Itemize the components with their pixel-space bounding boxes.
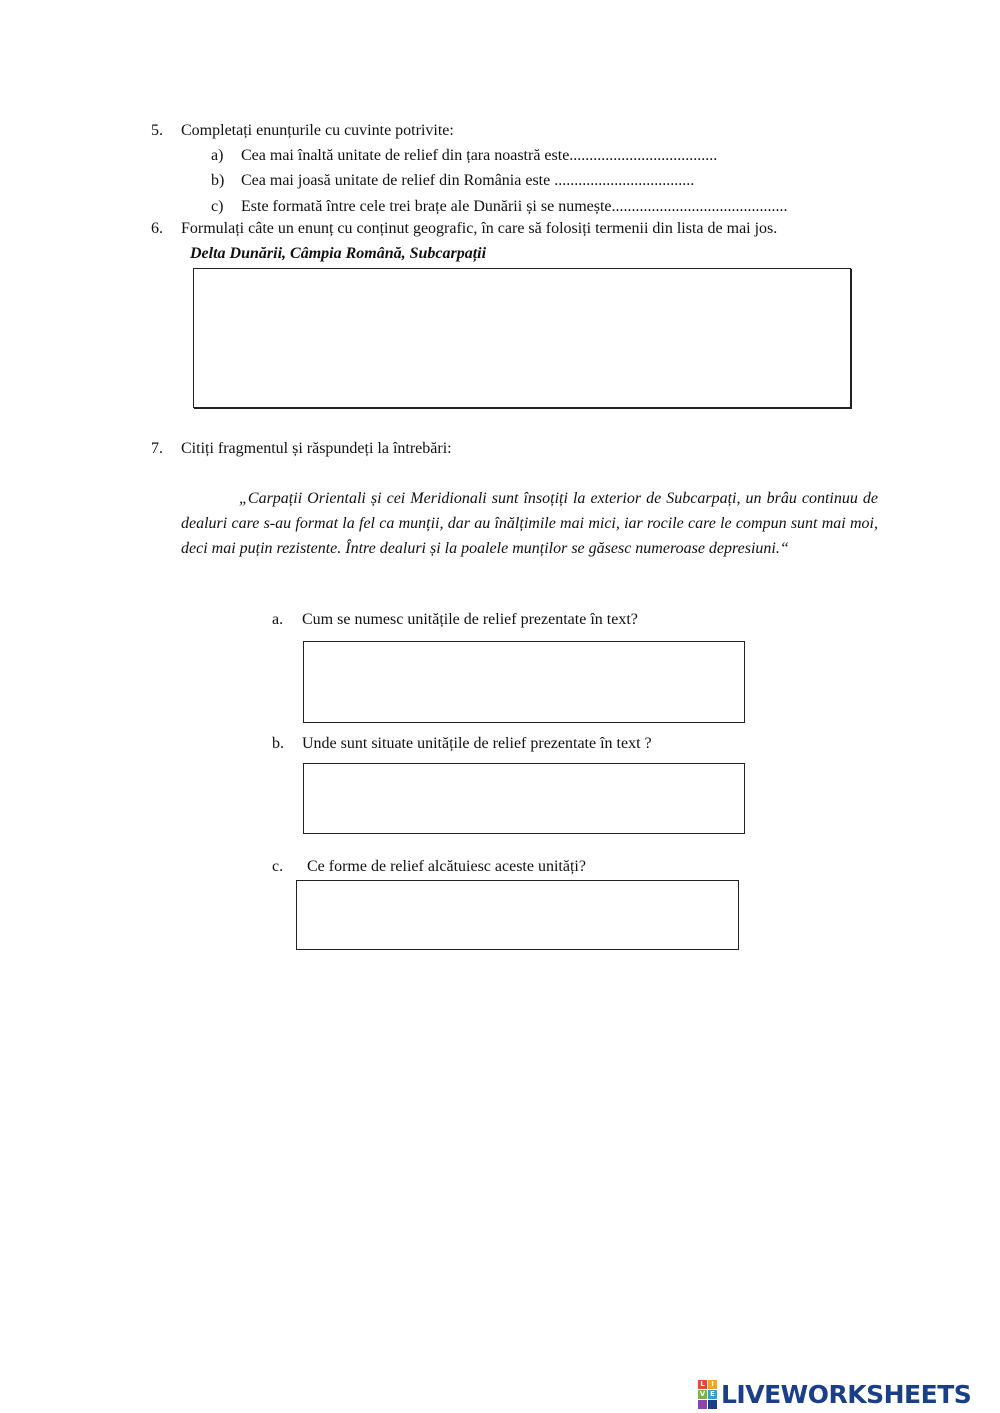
q6-answer-box[interactable] [193, 268, 851, 408]
logo-mark-cell [708, 1400, 717, 1409]
q7-a-marker: a. [272, 611, 284, 628]
q7-number: 7. [151, 440, 163, 457]
q7-prompt: Citiți fragmentul și răspundeți la întrebări: [181, 440, 452, 457]
q7-quote: „Carpații Orientali și cei Meridionali sunt însoțiți la exterior de Subcarpați, un brâu continuu de dealuri care s-au format la fel ca munții, dar au înălțimile mai mici, iar rocile care le compun sunt mai moi, deci mai puțin rezistente. Între dealuri și la poalele munților se găsesc numeroase depresiuni.“ [181, 490, 878, 557]
logo-mark-cell [698, 1400, 707, 1409]
liveworksheets-logo-text: LIVEWORKSHEETS [721, 1379, 972, 1409]
q5-prompt: Completați enunțurile cu cuvinte potrivite: [181, 122, 454, 139]
q6-prompt: Formulați câte un enunț cu conținut geografic, în care să folosiți termenii din lista de mai jos. [181, 220, 778, 237]
q7-c-answer-box[interactable] [296, 880, 739, 950]
q7-c-question: Ce forme de relief alcătuiesc aceste unități? [307, 858, 586, 875]
q5-item-b-text[interactable]: Cea mai joasă unitate de relief din România este ................................... [241, 172, 695, 189]
q7-b-question: Unde sunt situate unitățile de relief prezentate în text ? [302, 735, 652, 752]
q7-c-marker: c. [272, 858, 284, 875]
logo-mark-cell: L [698, 1380, 707, 1389]
q7-a-answer-box[interactable] [303, 641, 745, 723]
logo-mark-cell: I [708, 1380, 717, 1389]
q5-item-a-text[interactable]: Cea mai înaltă unitate de relief din țara noastră este..................................... [241, 147, 718, 164]
q7-b-answer-box[interactable] [303, 763, 745, 834]
q5-item-b-marker: b) [211, 172, 225, 189]
q5-number: 5. [151, 122, 163, 139]
logo-mark-cell: V [699, 1389, 706, 1398]
q7-b-marker: b. [272, 735, 284, 752]
liveworksheets-logo [698, 1378, 971, 1410]
q5-item-c-text[interactable]: Este formată între cele trei brațe ale Dunării și se numește............................................ [241, 198, 788, 215]
q5-item-a-marker: a) [211, 147, 224, 164]
q6-terms: Delta Dunării, Câmpia Română, Subcarpații [190, 245, 487, 262]
liveworksheets-logo-icon [698, 1380, 717, 1409]
q5-item-c-marker: c) [211, 198, 224, 215]
logo-mark-cell: E [708, 1390, 717, 1399]
q7-a-question: Cum se numesc unitățile de relief prezentate în text? [302, 611, 638, 628]
q6-number: 6. [151, 220, 163, 237]
